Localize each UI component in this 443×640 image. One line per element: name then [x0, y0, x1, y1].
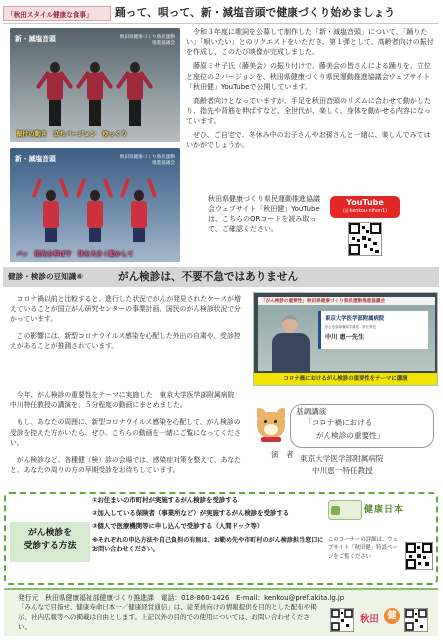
corner-text: このコーナーの詳細は、ウェブサイト「秋田健」特設ページをご覧ください	[328, 537, 398, 560]
corner-brand: 健康日本	[364, 505, 405, 515]
publisher-info: 発行元 秋田県健康福祉部健康づくり推進課 電話：018-860-1426 E-mail：kenkou@pref.akita.lg.jp	[18, 594, 345, 602]
section-label: 健診・検診の豆知識⑥	[8, 272, 83, 281]
screening-note: ※それぞれの申込方法や自己負担の有無は、お勤め先や市町村のがん検診担当窓口にお問い合わせください。	[92, 536, 324, 553]
logo-icon	[328, 500, 362, 520]
list-item: ③個人で医療機関等に申し込んで受診する（人間ドック等）	[92, 521, 264, 530]
photo-caption: コロナ禍におけるがん検診の重要性をテーマに講演	[254, 373, 437, 385]
presenter-affiliation: 東京大学医学部附属病院	[300, 454, 384, 463]
lecture-heading: 基調講演	[296, 407, 327, 416]
qr-code-icon[interactable]	[348, 222, 382, 256]
qr-code-icon[interactable]	[404, 608, 428, 632]
youtube-handle: (＠kenkou-nihon1)	[343, 209, 387, 214]
video-title: 新・減塩音頭	[15, 155, 56, 163]
dancer-figure	[44, 62, 66, 128]
list-item: ②加入している保険者（事業所など）が実施するがん検診を受診する	[92, 508, 290, 517]
divider	[3, 23, 439, 24]
qr-code-icon[interactable]	[330, 608, 354, 632]
dancer-figure	[124, 62, 146, 128]
lecture-title: 「コロナ禍における	[304, 418, 373, 427]
paragraph: がん検診など、各種健（検）診の会場では、感染症対策を整えて、あなたと、あなたの周りの方の早期受診をお待ちしています。	[10, 455, 241, 475]
qr-code-icon[interactable]	[405, 542, 433, 570]
paragraph: 藤原ミサ子氏（藤美会）の振り付けで、藤美会の皆さんによる踊りを、立位と座位の２バージョンを、秋田県健康づくり県民運動推進協議会ウェブサイト「秋田健」YouTubeで公開しています。	[186, 62, 431, 91]
mascot-dog-icon	[255, 408, 287, 444]
paragraph: ぜひ、ご自宅で、冬休み中のお子さんやお孫さんと一緒に、楽しんでみてはいかがでしょうか。	[186, 131, 431, 150]
presenter-name: 中川恵一特任教授	[312, 466, 373, 475]
article-body	[10, 294, 246, 357]
video-tag: 秋田県健康づくり県民運動 推進協議会	[119, 35, 175, 46]
youtube-label: YouTube	[346, 198, 384, 207]
akita-logo-icon	[360, 606, 400, 634]
section-title: がん検診は、不要不急ではありません	[118, 271, 299, 283]
usage-note: 「みんなで目指せ、健康寿命日本一／健康経営通信」は、従業員向けの情報提供を目的とした配布や掲示、社内広報等への掲載は自由とします。上記以外の目的での使用については、お問い合わせください。	[18, 603, 317, 631]
presenter-label: 演 者	[271, 450, 294, 459]
list-item: ①お住まいの市町村が実施するがん検診を受診する	[92, 496, 239, 504]
paragraph: この影響には、新型コロナウイルス感染を心配した外出の自粛や、受診控えがあることが推測されています。	[10, 331, 241, 350]
article-body	[10, 390, 246, 482]
section-title: 踊って、唄って、新・減塩音頭で健康づくり始めましょう	[115, 7, 396, 19]
speaker-figure	[282, 315, 298, 333]
video-thumbnail-seated[interactable]	[10, 148, 180, 262]
article-body	[186, 27, 436, 155]
speaker-role: 総合放射線腫瘍学講座 特任教授	[325, 325, 376, 329]
video-caption: パッ 指先を伸ばす 体を大きく動かして	[16, 251, 134, 258]
screening-methods	[92, 496, 328, 555]
speaker-name: 中川 恵一先生	[325, 334, 365, 341]
dancer-figure	[84, 62, 106, 128]
video-thumbnail-standing[interactable]	[10, 28, 180, 142]
lecture-title: がん検診の重要性」	[316, 431, 385, 440]
video-caption: 振付の動き 立ちバージョン ゆっくり	[16, 131, 128, 138]
lecture-info	[271, 404, 436, 490]
paragraph: 今年、がん検診の重要性をテーマに実施した 東京大学医学部附属病院 中川特任教授の講演を、５分程度の動画にまとめました。	[10, 391, 242, 410]
seated-dancer-figure	[128, 182, 150, 248]
paragraph: 高齢者向けとなっていますが、手足を秋田音頭のリズムに合わせて動かしたり、指先や背筋を伸ばすなど、全世代が、楽しく、身体を動かせる内容になっています。	[186, 96, 431, 126]
slide-header: 「がん検診の重要性」秋田県健康づくり県民運動推進協議会	[258, 297, 435, 305]
paragraph: コロナ禍以前と比較すると、進行した状況でがんが発見されたケースが増えていることが国立がん研究センターの事業計画、国民のがん検診状況で分かっています。	[10, 295, 241, 324]
speaker-figure	[272, 333, 310, 371]
lecture-photo	[253, 292, 438, 386]
video-title: 新・減塩音頭	[15, 35, 56, 43]
corner-info	[328, 498, 436, 582]
video-tag: 秋田県健康づくり県民運動 推進協議会	[119, 155, 175, 166]
paragraph: もし、あなたの周囲に、新型コロナウイルス感染を心配して、がん検診の受診を控えた方がいたら、ぜひ、こちらの動画を一緒にご覧になってください。	[10, 418, 241, 447]
section-tag: 「秋田スタイル健康な食事」	[3, 6, 111, 21]
youtube-block[interactable]	[330, 196, 400, 262]
youtube-badge[interactable]	[330, 196, 400, 218]
seated-dancer-figure	[40, 182, 62, 248]
logo-mark: 健	[384, 608, 400, 624]
contact-note: 秋田県健康づくり県民運動推進協議会ウェブサイト「秋田健」YouTubeは、こちらのQRコードを読み取って、ご確認ください。	[208, 195, 320, 234]
screening-label: がん検診を 受診する方法	[10, 522, 90, 562]
speaker-affiliation: 東京大学医学部附属病院	[325, 316, 385, 322]
paragraph: 令和３年度に歌詞を公募して制作した「新・減塩音頭」について、「踊りたい」「唄いたい」とのリクエストをいただき、第１弾として、高齢者向けの振付を作成し、このたび映像が完成しました。	[186, 28, 434, 57]
seated-dancer-figure	[84, 182, 106, 248]
name-card	[318, 311, 428, 349]
logo-text: 秋田	[360, 614, 379, 625]
